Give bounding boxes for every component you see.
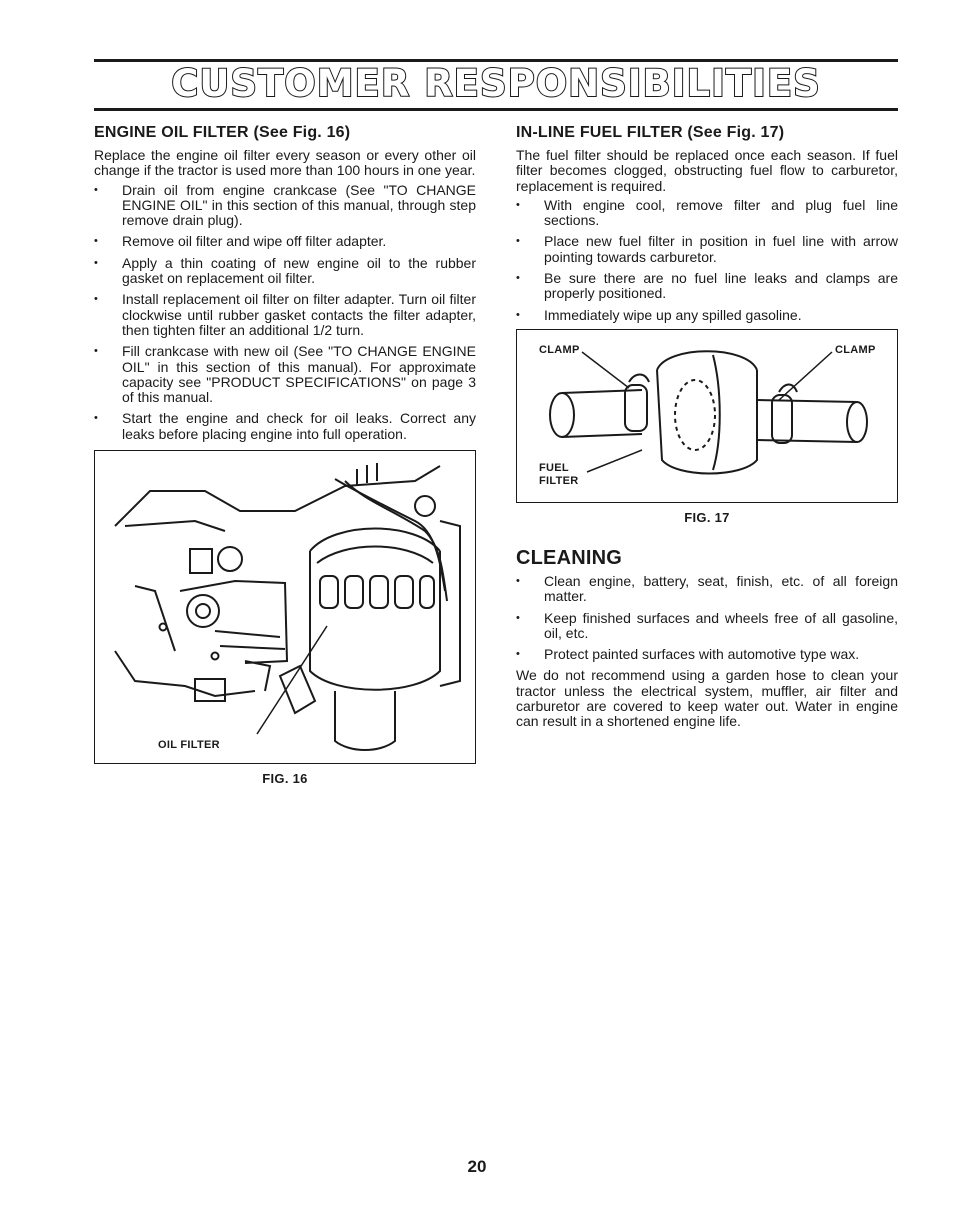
list-item: • Remove oil filter and wipe off filter adapter. bbox=[94, 234, 476, 249]
engine-oil-filter-steps bbox=[94, 183, 476, 442]
inline-fuel-filter-intro: The fuel filter should be replaced once each season. If fuel filter becomes clogged, obstructing fuel flow to carburetor, replacement is required. bbox=[516, 147, 898, 194]
fuel-label: FUEL bbox=[539, 461, 569, 474]
cleaning-section bbox=[516, 547, 898, 730]
inline-fuel-filter-steps bbox=[516, 198, 898, 323]
fig-16-caption: FIG. 16 bbox=[262, 771, 308, 787]
cleaning-note: We do not recommend using a garden hose to clean your tractor unless the electrical system, muffler, air filter and carburetor are covered to keep water out. Water in engine can result in a shortened engine life. bbox=[516, 667, 898, 730]
list-item: • Fill crankcase with new oil (See "TO CHANGE ENGINE OIL" in this section of this manual). For approximate capacity see "PRODUCT SPECIFICATIONS" on page 3 of this manual. bbox=[94, 344, 476, 405]
engine-oil-filter-section bbox=[94, 124, 476, 786]
fig-16-box bbox=[94, 450, 476, 764]
list-item: • Be sure there are no fuel line leaks and clamps are properly positioned. bbox=[516, 271, 898, 302]
fig-17-box bbox=[516, 329, 898, 503]
list-item: • Drain oil from engine crankcase (See "TO CHANGE ENGINE OIL" in this section of this manual, through step remove drain plug). bbox=[94, 183, 476, 229]
title-underline bbox=[94, 108, 898, 111]
oil-filter-label: OIL FILTER bbox=[158, 739, 220, 752]
inline-fuel-filter-heading: IN-LINE FUEL FILTER (See Fig. 17) bbox=[516, 124, 785, 141]
cleaning-heading: CLEANING bbox=[516, 546, 623, 569]
fig-17-caption: FIG. 17 bbox=[684, 509, 730, 525]
engine-oil-filter-heading: ENGINE OIL FILTER (See Fig. 16) bbox=[94, 124, 351, 141]
inline-fuel-filter-section bbox=[516, 124, 898, 734]
page-number: 20 bbox=[467, 1157, 487, 1176]
cleaning-steps bbox=[516, 574, 898, 662]
page-title: CUSTOMER RESPONSIBILITIES bbox=[171, 62, 821, 105]
list-item: • Keep finished surfaces and wheels free of all gasoline, oil, etc. bbox=[516, 611, 898, 642]
list-item: • Apply a thin coating of new engine oil to the rubber gasket on replacement oil filter. bbox=[94, 256, 476, 287]
engine-oil-filter-intro: Replace the engine oil filter every season or every other oil change if the tractor is used more than 100 hours in one year. bbox=[94, 147, 476, 179]
clamp-left-label: CLAMP bbox=[539, 343, 580, 356]
list-item: • Clean engine, battery, seat, finish, etc. of all foreign matter. bbox=[516, 574, 898, 605]
clamp-right-label: CLAMP bbox=[835, 343, 876, 356]
list-item: • Install replacement oil filter on filter adapter. Turn oil filter clockwise until rubber gasket contacts the filter adapter, then tighten filter an additional 1/2 turn. bbox=[94, 292, 476, 338]
oil-filter-illustration bbox=[95, 451, 475, 763]
list-item: • Start the engine and check for oil leaks. Correct any leaks before placing engine into full operation. bbox=[94, 411, 476, 442]
filter-label: FILTER bbox=[539, 474, 579, 487]
list-item: • Protect painted surfaces with automotive type wax. bbox=[516, 647, 898, 662]
list-item: • With engine cool, remove filter and plug fuel line sections. bbox=[516, 198, 898, 229]
list-item: • Immediately wipe up any spilled gasoline. bbox=[516, 308, 898, 323]
list-item: • Place new fuel filter in position in fuel line with arrow pointing towards carburetor. bbox=[516, 234, 898, 265]
